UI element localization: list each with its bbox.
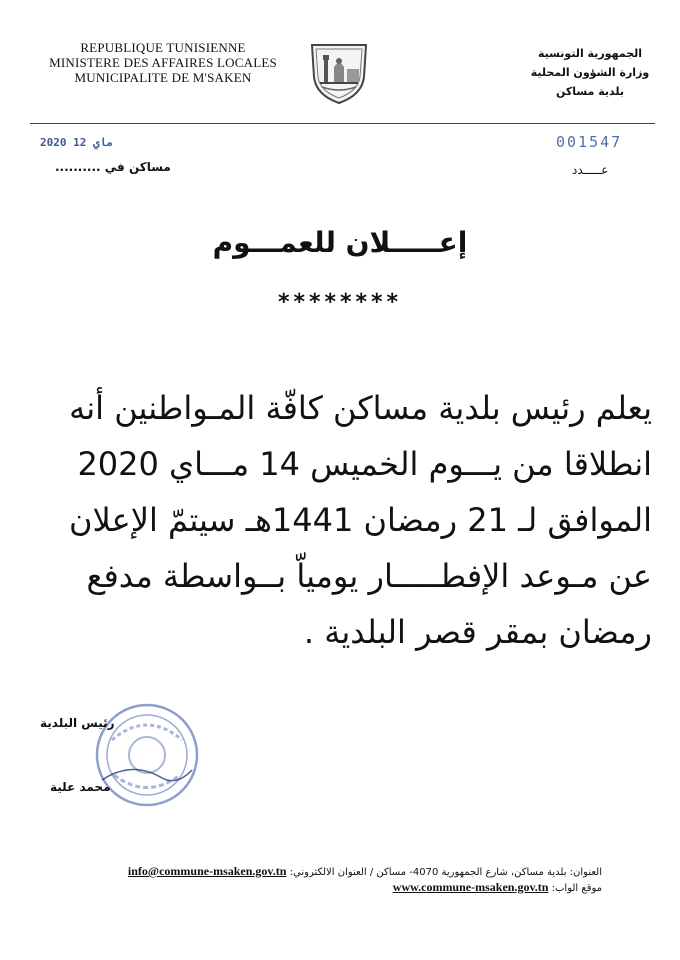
footer-email-link[interactable]: info@commune-msaken.gov.tn xyxy=(127,864,287,878)
ar-municipality: بلدية مساكن xyxy=(555,85,625,98)
reference-label: عـــــدد xyxy=(572,163,609,177)
footer-website-link[interactable]: www.commune-msaken.gov.tn xyxy=(392,880,549,894)
signatory-name: محمد علية xyxy=(50,780,111,794)
fr-ministry: MINISTERE DES AFFAIRES LOCALES xyxy=(49,55,277,70)
body-line-5: رمضان بمقر قصر البلدية . xyxy=(303,613,652,651)
footer-address-row xyxy=(60,864,602,880)
notice-body xyxy=(34,380,652,660)
footer-website-row xyxy=(60,880,602,896)
municipal-emblem-icon xyxy=(306,37,372,107)
page-footer xyxy=(60,864,602,896)
body-line-1: يعلم رئيس بلدية مساكن كافّة المـواطنين أنه xyxy=(69,389,652,427)
notice-title: إعـــــلان للعمـــوم xyxy=(212,226,468,259)
header-divider xyxy=(30,123,655,124)
footer-address: العنوان: بلدية مساكن، شارع الجمهورية 4070- مساكن / العنوان الالكتروني: xyxy=(289,867,602,878)
fr-municipality: MUNICIPALITE DE M'SAKEN xyxy=(74,70,252,85)
body-line-4: عن مـوعد الإفطـــــار يومياّ بــواسطة مدفع xyxy=(86,557,652,595)
signatory-title: رئيس البلدية xyxy=(40,716,115,730)
footer-website-label: موقع الواب: xyxy=(551,883,602,894)
reference-number: 001547 xyxy=(556,133,623,151)
fr-republic: REPUBLIQUE TUNISIENNE xyxy=(80,40,246,55)
ar-ministry: وزارة الشؤون المحلية xyxy=(530,66,650,79)
body-line-2: انطلاقا من يـــوم الخميس 14 مـــاي 2020 xyxy=(77,445,652,483)
body-line-3: الموافق لـ 21 رمضان 1441هـ سيتمّ الإعلان xyxy=(69,501,652,539)
date-stamp: 2020 ماي 12 xyxy=(40,136,113,149)
place-date-line: مساكن في .......... xyxy=(55,160,171,174)
ar-republic: الجمهورية التونسية xyxy=(537,47,643,60)
french-letterhead xyxy=(28,40,298,85)
title-ornament: ******** xyxy=(277,290,403,315)
arabic-letterhead xyxy=(530,44,650,101)
